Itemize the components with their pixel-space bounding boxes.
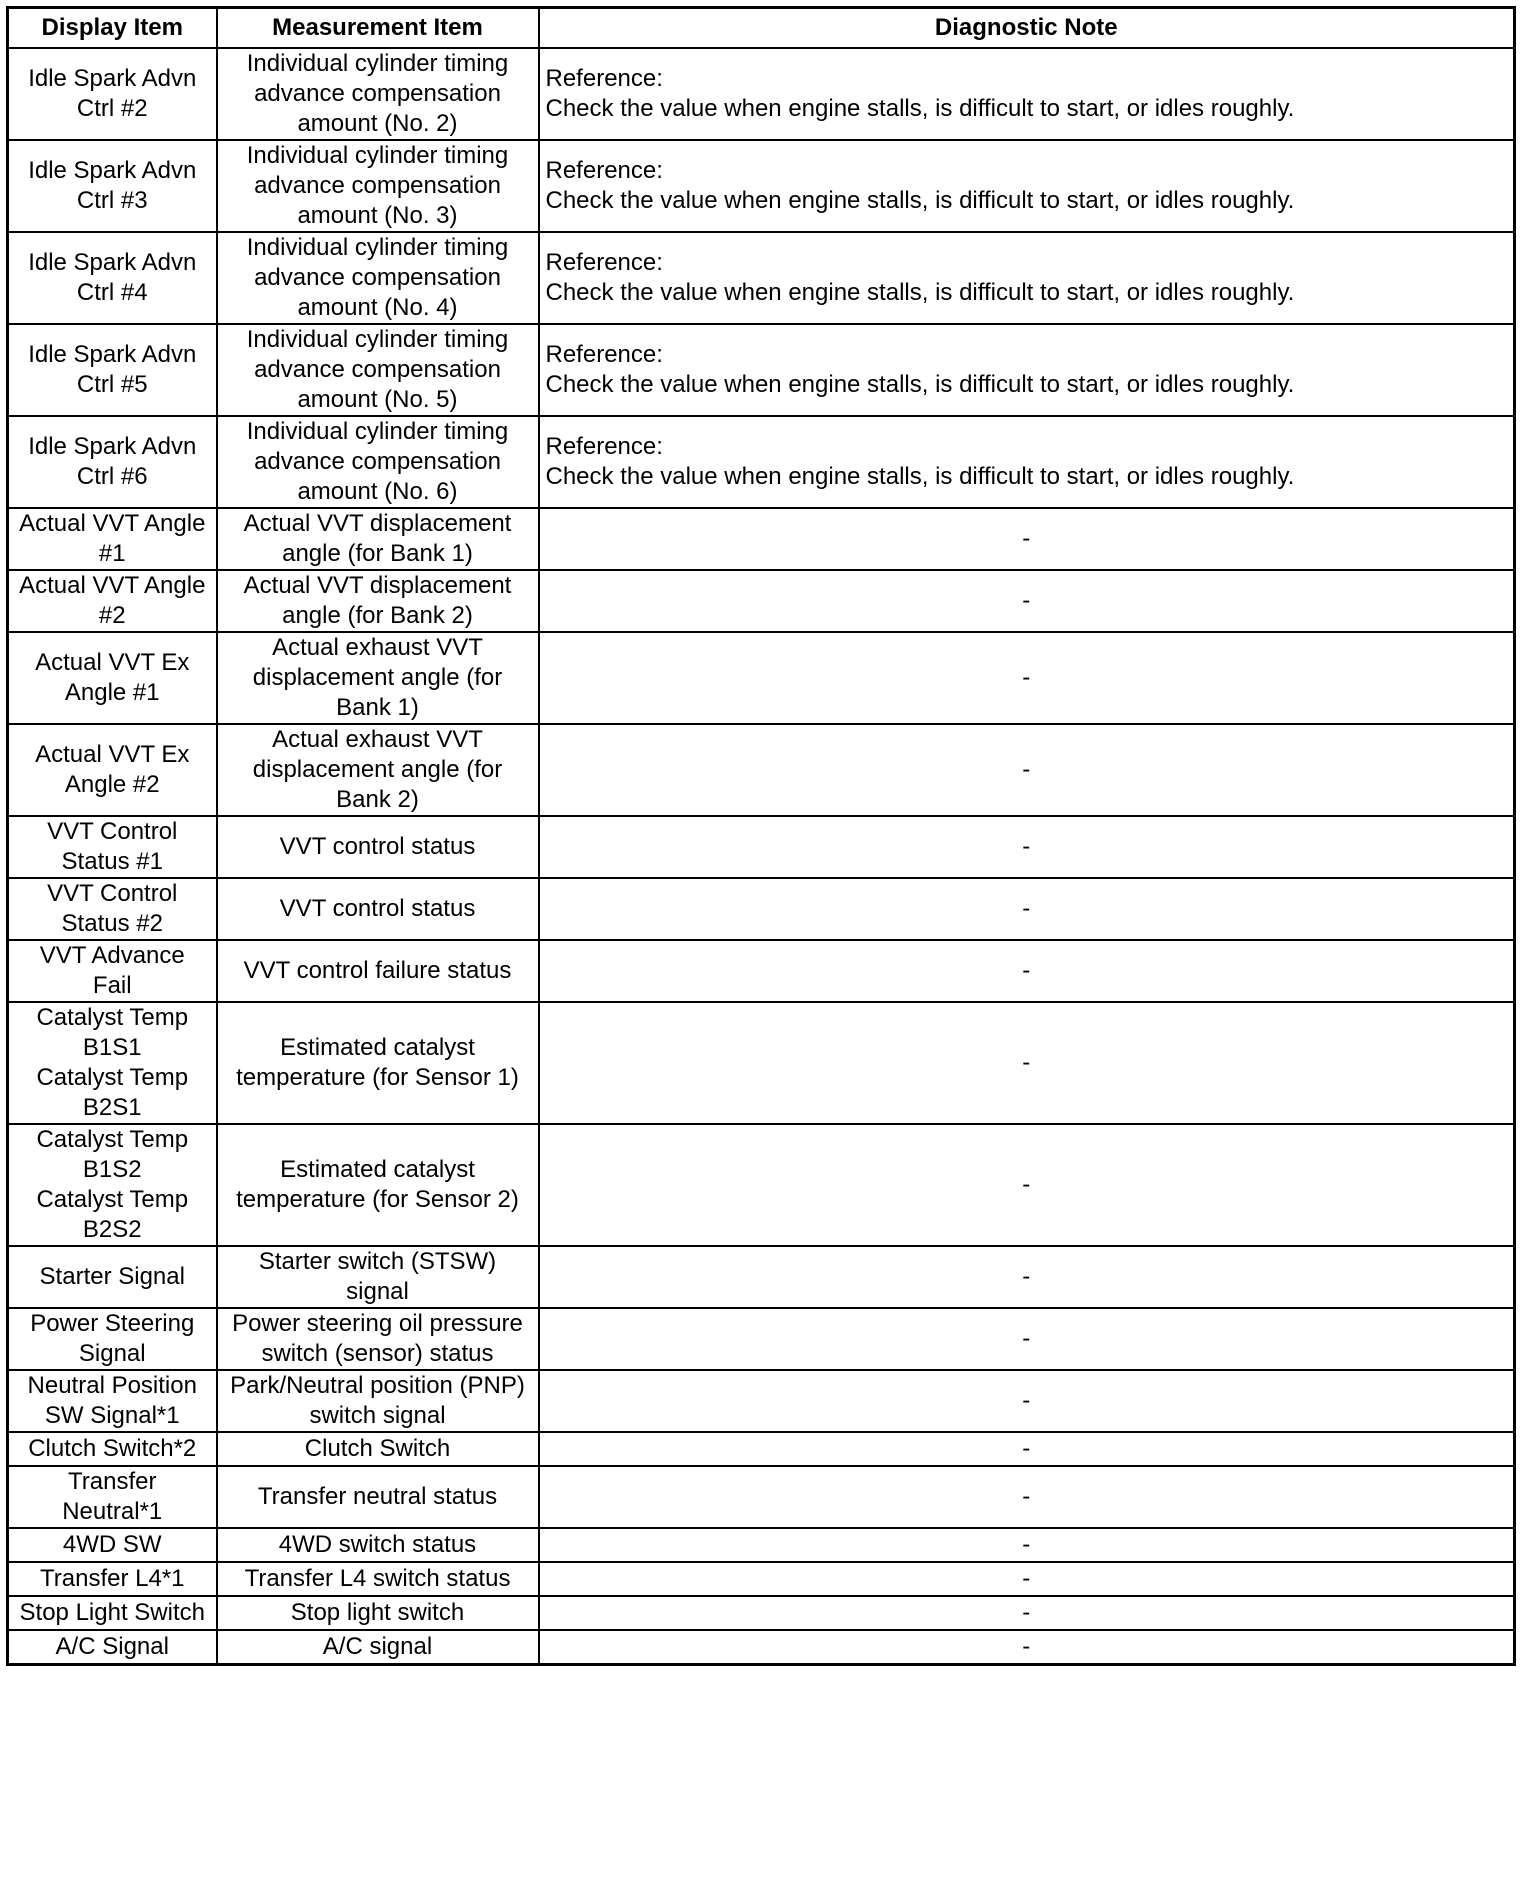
cell-text-line: Idle Spark Advn — [28, 65, 197, 92]
cell-text-line: Clutch Switch*2 — [28, 1435, 197, 1462]
diagnostic-note-cell — [539, 140, 1515, 232]
cell-text-line: VVT Control — [47, 880, 178, 907]
table-row — [8, 1432, 1515, 1466]
diagnostic-note-cell — [539, 632, 1515, 724]
display-item-cell — [8, 878, 217, 940]
cell-text-line: Idle Spark Advn — [28, 249, 197, 276]
display-item-cell — [8, 416, 217, 508]
display-item-cell — [8, 724, 217, 816]
diagnostic-note-cell — [539, 1466, 1515, 1528]
diagnostic-note-cell — [539, 1630, 1515, 1664]
cell-text-line: displacement angle (for — [252, 756, 503, 783]
cell-text-line: Individual cylinder timing — [246, 326, 509, 353]
diagnostic-note-cell — [539, 570, 1515, 632]
display-item-cell — [8, 1466, 217, 1528]
table-row — [8, 816, 1515, 878]
cell-text-line: Starter Signal — [39, 1263, 185, 1290]
cell-text-line: #2 — [98, 602, 126, 629]
display-item-cell — [8, 1124, 217, 1246]
display-item-cell — [8, 632, 217, 724]
measurement-item-cell — [217, 1630, 539, 1664]
cell-text-line: Actual VVT Ex — [35, 649, 190, 676]
cell-text-line: Idle Spark Advn — [28, 157, 197, 184]
cell-text-line: - — [1022, 1599, 1031, 1626]
diagnostic-note-cell — [539, 1562, 1515, 1596]
display-item-cell — [8, 1596, 217, 1630]
display-item-cell — [8, 508, 217, 570]
cell-text-line: Neutral*1 — [62, 1498, 163, 1525]
cell-text-line: Ctrl #5 — [76, 371, 148, 398]
cell-text-line: - — [1022, 1565, 1031, 1592]
cell-text-line: Signal — [78, 1340, 146, 1367]
cell-text-line: - — [1022, 1632, 1031, 1660]
cell-text-line: Reference: — [545, 341, 663, 368]
cell-text-line: advance compensation — [254, 80, 501, 107]
cell-text-line: Check the value when engine stalls, is difficult to start, or idles roughly. — [545, 187, 1295, 214]
cell-text-line: - — [1022, 1049, 1031, 1076]
cell-text-line: Stop light switch — [290, 1599, 465, 1626]
measurement-item-cell — [217, 232, 539, 324]
cell-text-line: advance compensation — [254, 356, 501, 383]
cell-text-line: B1S1 — [82, 1034, 142, 1061]
display-item-cell — [8, 1246, 217, 1308]
display-item-cell — [8, 1528, 217, 1562]
diagnostic-note-cell — [539, 1308, 1515, 1370]
measurement-item-cell — [217, 324, 539, 416]
header-display-item: Display Item — [8, 8, 217, 49]
display-item-cell — [8, 940, 217, 1002]
measurement-item-cell — [217, 1370, 539, 1432]
table-body — [8, 48, 1515, 1664]
cell-text-line: Angle #1 — [64, 679, 160, 706]
table-row — [8, 1466, 1515, 1528]
table-row — [8, 1370, 1515, 1432]
measurement-item-cell — [217, 632, 539, 724]
cell-text-line: VVT control status — [279, 833, 476, 860]
cell-text-line: Check the value when engine stalls, is difficult to start, or idles roughly. — [545, 463, 1295, 490]
table-row — [8, 1596, 1515, 1630]
cell-text-line: amount (No. 5) — [297, 386, 458, 413]
cell-text-line: Individual cylinder timing — [246, 418, 509, 445]
measurement-item-cell — [217, 416, 539, 508]
cell-text-line: Angle #2 — [64, 771, 160, 798]
cell-text-line: VVT control failure status — [243, 957, 512, 984]
cell-text-line: Catalyst Temp — [36, 1004, 189, 1031]
display-item-cell — [8, 1630, 217, 1664]
display-item-cell — [8, 570, 217, 632]
cell-text-line: Individual cylinder timing — [246, 142, 509, 169]
diagnostic-note-cell — [539, 1002, 1515, 1124]
diagnostic-note-cell — [539, 878, 1515, 940]
cell-text-line: Park/Neutral position (PNP) — [230, 1372, 525, 1399]
cell-text-line: angle (for Bank 1) — [282, 540, 473, 567]
measurement-item-cell — [217, 940, 539, 1002]
cell-text-line: Individual cylinder timing — [246, 234, 509, 261]
cell-text-line: Fail — [92, 972, 132, 999]
display-item-cell — [8, 324, 217, 416]
cell-text-line: B2S2 — [82, 1216, 142, 1243]
header-diagnostic-note: Diagnostic Note — [539, 8, 1515, 49]
cell-text-line: Clutch Switch — [304, 1435, 451, 1462]
diagnostic-note-cell — [539, 416, 1515, 508]
table-row — [8, 140, 1515, 232]
diagnostic-note-cell — [539, 1528, 1515, 1562]
measurement-item-cell — [217, 1432, 539, 1466]
table-row — [8, 1562, 1515, 1596]
table-row — [8, 1002, 1515, 1124]
cell-text-line: Reference: — [545, 433, 663, 460]
diagnostic-note-cell — [539, 816, 1515, 878]
cell-text-line: #1 — [98, 540, 126, 567]
measurement-item-cell — [217, 48, 539, 140]
table-row — [8, 570, 1515, 632]
cell-text-line: Power Steering — [30, 1310, 195, 1337]
table-row — [8, 940, 1515, 1002]
cell-text-line: Reference: — [545, 157, 663, 184]
display-item-cell — [8, 1308, 217, 1370]
measurement-item-cell — [217, 1466, 539, 1528]
table-row — [8, 1630, 1515, 1664]
table-row — [8, 324, 1515, 416]
cell-text-line: B1S2 — [82, 1156, 142, 1183]
display-item-cell — [8, 816, 217, 878]
cell-text-line: VVT Control — [47, 818, 178, 845]
display-item-cell — [8, 1562, 217, 1596]
cell-text-line: - — [1022, 833, 1031, 860]
cell-text-line: A/C signal — [322, 1632, 433, 1660]
cell-text-line: VVT control status — [279, 895, 476, 922]
cell-text-line: - — [1022, 957, 1031, 984]
cell-text-line: Actual VVT Angle — [19, 572, 206, 599]
table-row — [8, 48, 1515, 140]
measurement-item-cell — [217, 1308, 539, 1370]
cell-text-line: Transfer — [68, 1468, 157, 1495]
cell-text-line: SW Signal*1 — [44, 1402, 180, 1429]
measurement-item-cell — [217, 1596, 539, 1630]
table-row — [8, 232, 1515, 324]
display-item-cell — [8, 1432, 217, 1466]
cell-text-line: Reference: — [545, 65, 663, 92]
diagnostic-note-cell — [539, 1124, 1515, 1246]
display-item-cell — [8, 140, 217, 232]
table-row — [8, 508, 1515, 570]
diagnostic-note-cell — [539, 1246, 1515, 1308]
cell-text-line: displacement angle (for — [252, 664, 503, 691]
display-item-cell — [8, 1370, 217, 1432]
cell-text-line: - — [1022, 1483, 1031, 1510]
cell-text-line: - — [1022, 1171, 1031, 1198]
cell-text-line: B2S1 — [82, 1094, 142, 1121]
cell-text-line: Estimated catalyst — [280, 1156, 475, 1183]
measurement-item-cell — [217, 1528, 539, 1562]
cell-text-line: - — [1022, 525, 1031, 552]
cell-text-line: - — [1022, 756, 1031, 783]
cell-text-line: amount (No. 3) — [297, 202, 458, 229]
diagnostic-note-cell — [539, 232, 1515, 324]
cell-text-line: Actual VVT displacement — [243, 510, 512, 537]
cell-text-line: Actual VVT Angle — [19, 510, 206, 537]
table-row — [8, 1246, 1515, 1308]
cell-text-line: Catalyst Temp — [36, 1126, 189, 1153]
cell-text-line: advance compensation — [254, 448, 501, 475]
cell-text-line: - — [1022, 1387, 1031, 1414]
cell-text-line: Check the value when engine stalls, is difficult to start, or idles roughly. — [545, 371, 1295, 398]
table-row — [8, 1528, 1515, 1562]
diagnostic-table — [6, 6, 1516, 1666]
cell-text-line: temperature (for Sensor 2) — [236, 1186, 519, 1213]
diagnostic-note-cell — [539, 1596, 1515, 1630]
cell-text-line: - — [1022, 1263, 1031, 1290]
table-row — [8, 1308, 1515, 1370]
cell-text-line: advance compensation — [254, 172, 501, 199]
cell-text-line: Check the value when engine stalls, is difficult to start, or idles roughly. — [545, 95, 1295, 122]
header-row — [8, 8, 1515, 49]
table-row — [8, 878, 1515, 940]
cell-text-line: VVT Advance — [39, 942, 185, 969]
cell-text-line: switch (sensor) status — [261, 1340, 494, 1367]
cell-text-line: Status #1 — [61, 848, 163, 875]
cell-text-line: - — [1022, 1325, 1031, 1352]
cell-text-line: Ctrl #3 — [76, 187, 148, 214]
measurement-item-cell — [217, 1124, 539, 1246]
cell-text-line: Power steering oil pressure — [232, 1310, 523, 1337]
cell-text-line: 4WD switch status — [278, 1531, 477, 1558]
cell-text-line: Ctrl #2 — [76, 95, 148, 122]
measurement-item-cell — [217, 1246, 539, 1308]
cell-text-line: Transfer L4*1 — [39, 1565, 185, 1592]
cell-text-line: Individual cylinder timing — [246, 50, 509, 77]
cell-text-line: Bank 2) — [336, 786, 419, 813]
measurement-item-cell — [217, 878, 539, 940]
cell-text-line: Check the value when engine stalls, is difficult to start, or idles roughly. — [545, 279, 1295, 306]
cell-text-line: Transfer L4 switch status — [244, 1565, 511, 1592]
cell-text-line: 4WD SW — [62, 1531, 162, 1558]
cell-text-line: amount (No. 4) — [297, 294, 458, 321]
diagnostic-note-cell — [539, 940, 1515, 1002]
diagnostic-note-cell — [539, 48, 1515, 140]
cell-text-line: Reference: — [545, 249, 663, 276]
display-item-cell — [8, 232, 217, 324]
measurement-item-cell — [217, 1002, 539, 1124]
cell-text-line: signal — [346, 1278, 409, 1305]
measurement-item-cell — [217, 1562, 539, 1596]
cell-text-line: switch signal — [309, 1402, 446, 1429]
diagnostic-note-cell — [539, 508, 1515, 570]
cell-text-line: Actual VVT Ex — [35, 741, 190, 768]
cell-text-line: - — [1022, 1435, 1031, 1462]
measurement-item-cell — [217, 724, 539, 816]
table-row — [8, 416, 1515, 508]
measurement-item-cell — [217, 140, 539, 232]
cell-text-line: A/C Signal — [55, 1632, 169, 1660]
display-item-cell — [8, 1002, 217, 1124]
table-row — [8, 1124, 1515, 1246]
display-item-cell — [8, 48, 217, 140]
cell-text-line: Actual exhaust VVT — [272, 634, 483, 661]
cell-text-line: angle (for Bank 2) — [282, 602, 473, 629]
diagnostic-note-cell — [539, 724, 1515, 816]
table-row — [8, 724, 1515, 816]
cell-text-line: amount (No. 2) — [297, 110, 458, 137]
diagnostic-note-cell — [539, 1370, 1515, 1432]
cell-text-line: Ctrl #6 — [76, 463, 148, 490]
cell-text-line: Neutral Position — [27, 1372, 197, 1399]
cell-text-line: - — [1022, 895, 1031, 922]
cell-text-line: advance compensation — [254, 264, 501, 291]
table-row — [8, 632, 1515, 724]
cell-text-line: Idle Spark Advn — [28, 433, 197, 460]
cell-text-line: - — [1022, 587, 1031, 614]
measurement-item-cell — [217, 570, 539, 632]
cell-text-line: Catalyst Temp — [36, 1186, 189, 1213]
cell-text-line: Status #2 — [61, 910, 163, 937]
diagnostic-note-cell — [539, 1432, 1515, 1466]
cell-text-line: Catalyst Temp — [36, 1064, 189, 1091]
cell-text-line: temperature (for Sensor 1) — [236, 1064, 519, 1091]
cell-text-line: Starter switch (STSW) — [258, 1248, 497, 1275]
cell-text-line: Idle Spark Advn — [28, 341, 197, 368]
cell-text-line: - — [1022, 664, 1031, 691]
cell-text-line: Estimated catalyst — [280, 1034, 475, 1061]
measurement-item-cell — [217, 508, 539, 570]
measurement-item-cell — [217, 816, 539, 878]
diagnostic-note-cell — [539, 324, 1515, 416]
header-measurement-item: Measurement Item — [217, 8, 539, 49]
cell-text-line: - — [1022, 1531, 1031, 1558]
cell-text-line: Transfer neutral status — [257, 1483, 498, 1510]
cell-text-line: Actual exhaust VVT — [272, 726, 483, 753]
cell-text-line: Bank 1) — [336, 694, 419, 721]
cell-text-line: Stop Light Switch — [19, 1599, 205, 1626]
cell-text-line: Actual VVT displacement — [243, 572, 512, 599]
cell-text-line: Ctrl #4 — [76, 279, 148, 306]
cell-text-line: amount (No. 6) — [297, 478, 458, 505]
